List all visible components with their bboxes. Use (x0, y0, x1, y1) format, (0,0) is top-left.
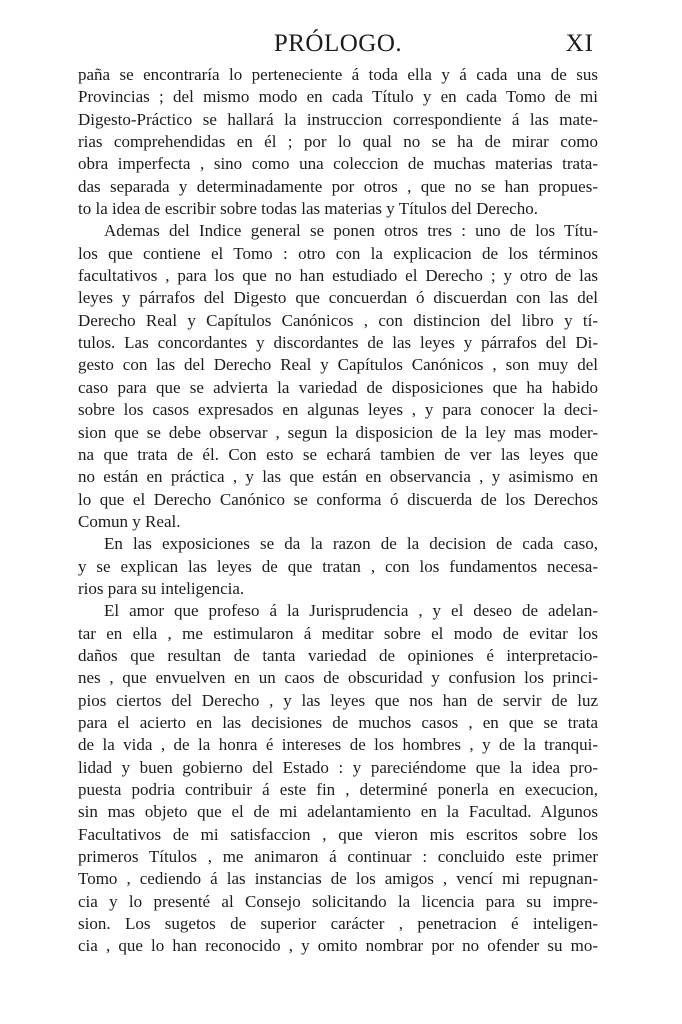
text-line: no están en práctica , y las que están en observancia , y asimismo en (78, 467, 598, 487)
text-line: sobre los casos expresados en algunas leyes , y para conocer la deci- (78, 400, 598, 420)
text-line: facultativos , para los que no han estudiado el Derecho ; y otro de las (78, 266, 598, 286)
text-line: sion que se debe observar , segun la disposicion de la ley mas moder- (78, 422, 598, 442)
text-line: para el acierto en las decisiones de muchos casos , en que se trata (78, 712, 598, 732)
text-line: tar en ella , me estimularon á meditar sobre el modo de evitar los (78, 623, 598, 643)
text-line: y se explican las leyes de que tratan , con los fundamentos necesa- (78, 556, 598, 576)
text-line: gesto con las del Derecho Real y Capítulos Canónicos , son muy del (78, 355, 598, 375)
text-line: paña se encontraría lo perteneciente á toda ella y á cada una de sus (78, 65, 598, 84)
text-line: cia y lo presenté al Consejo solicitando la licencia para su impre- (78, 891, 598, 911)
text-line: rias comprehendidas en él ; por lo qual no se ha de mirar como (78, 132, 598, 152)
text-line: das separada y determinadamente por otros , que no se han propues- (78, 176, 598, 196)
text-line: pios ciertos del Derecho , y las leyes que nos han de servir de luz (78, 690, 598, 710)
text-line: Ademas del Indice general se ponen otros tres : uno de los Títu- (104, 221, 598, 241)
text-line: En las exposiciones se da la razon de la decision de cada caso, (104, 534, 598, 554)
text-line: nes , que envuelven en un caos de obscuridad y confusion los princi- (78, 668, 598, 688)
page-number: XI (565, 30, 594, 57)
text-line: obra imperfecta , sino como una coleccion de muchas materias trata- (78, 154, 598, 174)
text-line: Tomo , cediendo á las instancias de los amigos , vencí mi repugnan- (78, 869, 598, 889)
page-header (78, 28, 598, 62)
text-line: Facultativos de mi satisfaccion , que vieron mis escritos sobre los (78, 824, 598, 844)
text-line: Comun y Real. (78, 511, 181, 531)
text-line: cia , que lo han reconocido , y omito nombrar por no ofender su mo- (78, 936, 598, 956)
text-line: na que trata de él. Con esto se echará tambien de ver las leyes que (78, 444, 598, 464)
text-line: tulos. Las concordantes y discordantes de las leyes y párrafos del Di- (78, 333, 598, 353)
text-line: lidad y buen gobierno del Estado : y pareciéndome que la idea pro- (78, 757, 598, 777)
running-title: PRÓLOGO. (273, 30, 403, 57)
text-line: lo que el Derecho Canónico se conforma ó discuerda de los Derechos (78, 489, 598, 509)
text-line: sion. Los sugetos de superior carácter , penetracion é inteligen- (78, 914, 598, 934)
text-line: Digesto-Práctico se hallará la instruccion correspondiente á las mate- (78, 109, 598, 129)
text-line: puesta podria contribuir á este fin , determiné ponerla en execucion, (78, 780, 598, 799)
text-line: to la idea de escribir sobre todas las materias y Títulos del Derecho. (78, 199, 538, 219)
text-line: daños que resultan de tanta variedad de opiniones é interpretacio- (78, 645, 598, 665)
text-line: Derecho Real y Capítulos Canónicos , con distincion del libro y tí- (78, 310, 598, 330)
text-line: sin mas objeto que el de mi adelantamiento en la Facultad. Algunos (78, 802, 598, 822)
text-line: El amor que profeso á la Jurisprudencia , y el deseo de adelan- (104, 601, 598, 621)
text-line: leyes y párrafos del Digesto que concuerdan ó discuerdan con las del (78, 288, 598, 308)
text-line: rios para su inteligencia. (78, 578, 245, 598)
body-text (78, 64, 598, 958)
text-line: primeros Títulos , me animaron á continuar : concluido este primer (78, 847, 598, 867)
text-line: caso para que se advierta la variedad de disposiciones que ha habido (78, 377, 598, 397)
text-line: de la vida , de la honra é intereses de los hombres , y de la tranqui- (78, 735, 598, 755)
text-line: los que contiene el Tomo : otro con la explicacion de los términos (78, 243, 598, 263)
text-line: Provincias ; del mismo modo en cada Título y en cada Tomo de mi (78, 87, 598, 107)
